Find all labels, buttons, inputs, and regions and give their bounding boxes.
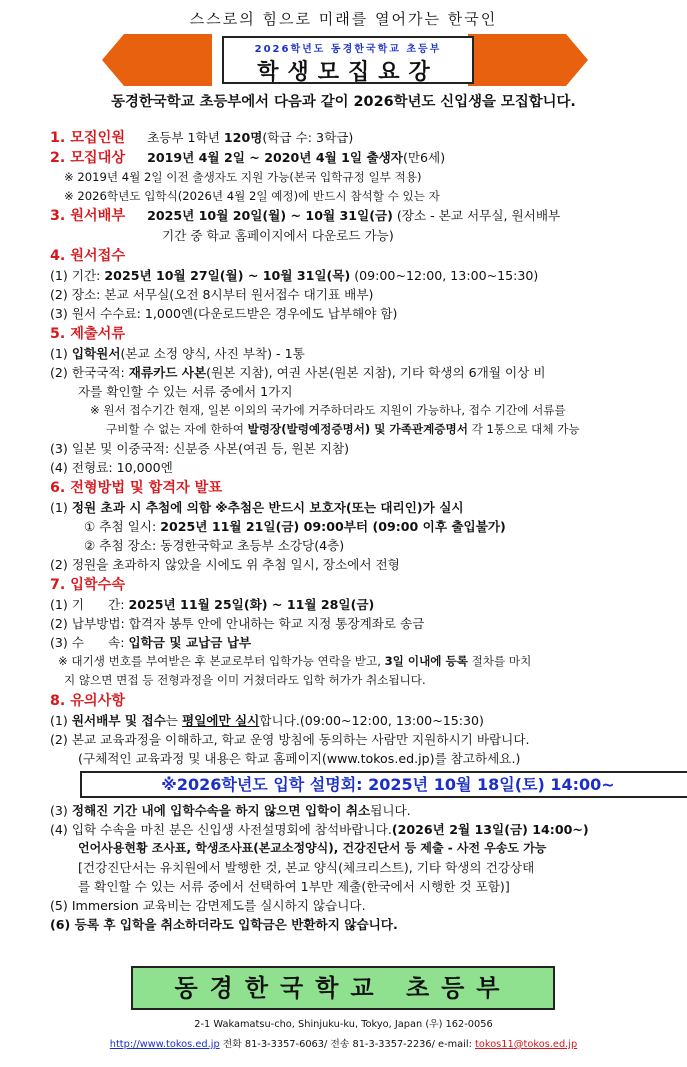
section-recruitment-count <box>50 128 680 148</box>
text: 정원 초과 시 추첨에 의함 ※추첨은 반드시 보호자(또는 대리인)가 실시 <box>71 500 464 515</box>
text: 평일에만 실시 <box>181 713 260 728</box>
text: 합니다.(09:00~12:00, 13:00~15:30) <box>259 713 484 728</box>
intro-text: 동경한국학교 초등부에서 다음과 같이 2026학년도 신입생을 모집합니다. <box>111 94 576 110</box>
list-item: (2) 정원을 초과하지 않았을 시에도 위 추첨 일시, 장소에서 전형 <box>50 557 400 572</box>
text: 자를 확인할 수 있는 서류 중에서 1가지 <box>78 384 293 399</box>
text: 2025년 11월 25일(화) ~ 11월 28일(금) <box>128 597 375 612</box>
note <box>50 420 680 439</box>
text: [건강진단서는 유치원에서 발행한 것, 본교 양식(체크리스트), 기타 학생의 건강상태 <box>78 860 535 875</box>
list-item <box>50 595 680 614</box>
list-item: (4) 전형료: 10,000엔 <box>50 460 173 475</box>
text: ① 추첨 일시: <box>84 519 161 534</box>
text: 를 확인할 수 있는 서류 중에서 선택하여 1부만 제출(한국에서 시행한 것 포함)] <box>78 879 510 894</box>
list-item: ② 추첨 장소: 동경한국학교 초등부 소강당(4층) <box>84 538 345 553</box>
text: (4) 입학 수속을 마친 분은 신입생 사전설명회에 참석바랍니다. <box>50 822 392 837</box>
left-arrow-icon <box>102 34 212 86</box>
list-item <box>50 820 680 839</box>
list-item <box>50 498 680 517</box>
website-link[interactable]: http://www.tokos.ed.jp <box>109 1039 220 1050</box>
phone-fax: 전화 81-3-3357-6063/ 전송 81-3-3357-2236/ e-mail: <box>219 1039 476 1050</box>
period: 2025년 10월 27일(월) ~ 10월 31일(목) <box>104 268 351 283</box>
page-title: 학생모집요강 <box>257 60 439 85</box>
title-box <box>222 36 474 84</box>
text: 절차를 마치 <box>467 654 532 668</box>
section-heading: 4. 원서접수 <box>50 248 126 264</box>
list-item: (5) Immersion 교육비는 감면제도를 실시하지 않습니다. <box>50 898 366 913</box>
time: (09:00~12:00, 13:00~15:30) <box>350 268 539 283</box>
text: 각 1통으로 대체 가능 <box>467 422 580 436</box>
text: (학급 수: 3학급) <box>262 130 354 145</box>
section-eligibility <box>50 148 680 168</box>
list-item <box>50 344 680 363</box>
text: 원서배부 및 접수 <box>71 713 166 728</box>
school-name-box <box>131 966 555 1010</box>
list-item: (2) 본교 교육과정을 이해하고, 학교 운영 방침에 동의하는 사람만 지원하시기 바랍니다. <box>50 732 530 747</box>
text: 발령장(발령예정증명서) 및 가족관계증명서 <box>247 422 468 436</box>
text: (1) <box>50 346 72 361</box>
section-heading: 5. 제출서류 <box>50 326 126 342</box>
list-item: (3) 일본 및 이중국적: 신분증 사본(여권 등, 원본 지참) <box>50 441 350 456</box>
list-item <box>50 633 680 652</box>
text: (3) <box>50 803 72 818</box>
text: 재류카드 사본 <box>128 365 207 380</box>
place: (장소 - 본교 서무실, 원서배부 <box>392 208 561 223</box>
page-subtitle: 2026학년도 동경한국학교 초등부 <box>254 44 442 55</box>
list-item <box>50 363 680 382</box>
text: 는 <box>165 713 182 728</box>
list-item <box>50 711 680 730</box>
text: ※ 대기생 번호를 부여받은 후 본교로부터 입학가능 연락을 받고, <box>58 654 385 668</box>
text: (1) 기 간: <box>50 597 129 612</box>
section-heading: 8. 유의사항 <box>50 693 126 709</box>
text: (2) 한국국적: <box>50 365 129 380</box>
contact-line <box>0 1036 687 1050</box>
note: ※ 2019년 4월 2일 이전 출생자도 지원 가능(본국 입학규정 일부 적용) <box>64 170 422 184</box>
text: (원본 지참), 여권 사본(원본 지참), 기타 학생의 6개월 이상 비 <box>206 365 546 380</box>
text: 3일 이내에 등록 <box>384 654 468 668</box>
text: (본교 소정 양식, 사진 부착) - 1통 <box>120 346 305 361</box>
school-name: 동경한국학교 초등부 <box>174 974 512 1002</box>
text: (3) 수 속: <box>50 635 129 650</box>
info-session-banner: ※2026학년도 입학 설명회: 2025년 10월 18일(토) 14:00~ <box>80 771 687 798</box>
list-item: (2) 장소: 본교 서무실(오전 8시부터 원서접수 대기표 배부) <box>50 287 374 302</box>
list-item <box>50 517 680 536</box>
list-item <box>50 801 680 820</box>
note: 지 않으면 면접 등 전형과정을 이미 거쳤더라도 입학 허가가 취소됩니다. <box>64 673 426 687</box>
list-item: (6) 등록 후 입학을 취소하더라도 입학금은 반환하지 않습니다. <box>50 917 398 932</box>
section-heading: 1. 모집인원 <box>50 130 126 146</box>
text: 정해진 기간 내에 입학수속을 하지 않으면 입학이 취소 <box>71 803 371 818</box>
count: 120명 <box>223 130 263 145</box>
text: 언어사용현황 조사표, 학생조사표(본교소정양식), 건강진단서 등 제출 - 사전 우송도 가능 <box>78 841 547 855</box>
text: (1) 기간: <box>50 268 105 283</box>
birth-period: 2019년 4월 2일 ~ 2020년 4월 1일 출생자 <box>147 150 403 165</box>
text: (1) <box>50 500 72 515</box>
text: 입학원서 <box>71 346 121 361</box>
text: 2025년 11월 21일(금) 09:00부터 (09:00 이후 출입불가) <box>160 519 506 534</box>
text: 입학금 및 교납금 납부 <box>128 635 252 650</box>
slogan: 스스로의 힘으로 미래를 열어가는 한국인 <box>189 10 498 28</box>
right-arrow-icon <box>468 34 588 86</box>
text: 됩니다. <box>370 803 411 818</box>
text: (1) <box>50 713 72 728</box>
text: 구비할 수 없는 자에 한하여 <box>106 422 248 436</box>
age: (만6세) <box>402 150 446 165</box>
section-application-distribution <box>50 206 680 226</box>
address: 2-1 Wakamatsu-cho, Shinjuku-ku, Tokyo, Japan (우) 162-0056 <box>194 1019 493 1030</box>
list-item: (3) 원서 수수료: 1,000엔(다운로드받은 경우에도 납부해야 함) <box>50 306 398 321</box>
note <box>50 652 680 671</box>
section-heading: 6. 전형방법 및 합격자 발표 <box>50 480 223 496</box>
text: 기간 중 학교 홈페이지에서 다운로드 가능) <box>162 228 394 243</box>
document-body <box>50 128 680 934</box>
title-banner <box>102 34 588 86</box>
note: ※ 2026학년도 입학식(2026년 4월 2일 예정)에 반드시 참석할 수 있는 자 <box>64 189 440 203</box>
text: (구체적인 교육과정 및 내용은 학교 홈페이지(www.tokos.ed.jp)를 참고하세요.) <box>78 751 521 766</box>
email-link[interactable]: tokos11@tokos.ed.jp <box>475 1039 578 1050</box>
section-heading: 3. 원서배부 <box>50 208 126 224</box>
text: (2026년 2월 13일(금) 14:00~) <box>391 822 589 837</box>
section-heading: 2. 모집대상 <box>50 150 126 166</box>
text: 초등부 1학년 <box>147 130 224 145</box>
list-item <box>50 266 680 285</box>
list-item: (2) 납부방법: 합격자 봉투 안에 안내하는 학교 지정 통장계좌로 송금 <box>50 616 425 631</box>
period: 2025년 10월 20일(월) ~ 10월 31일(금) <box>147 208 393 223</box>
note: ※ 원서 접수기간 현재, 일본 이외의 국가에 거주하더라도 지원이 가능하나, 접수 기간에 서류를 <box>90 403 566 417</box>
section-heading: 7. 입학수속 <box>50 577 126 593</box>
